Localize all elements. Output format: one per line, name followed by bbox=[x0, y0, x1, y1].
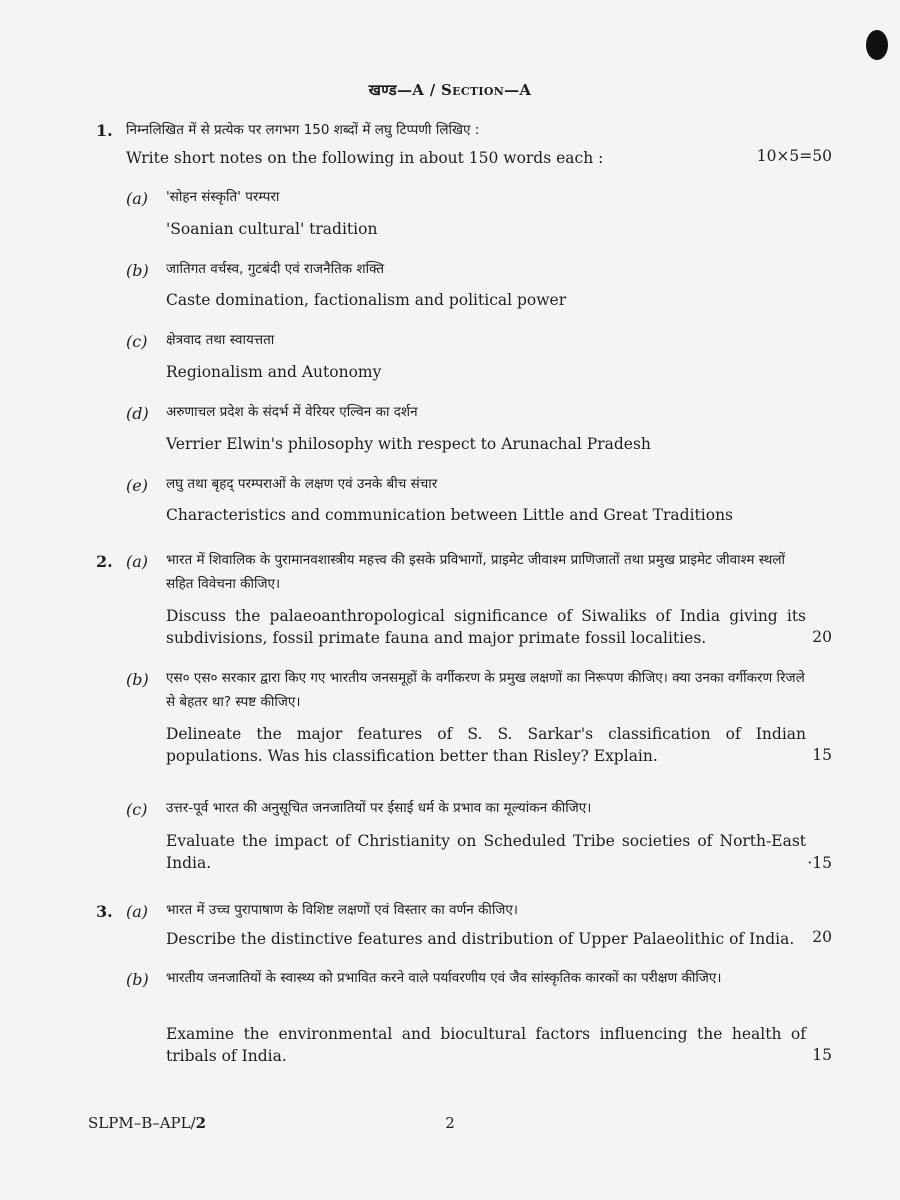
punch-hole-mark bbox=[866, 30, 888, 60]
q1-item-b-label: (b) bbox=[126, 261, 149, 280]
q2-item-c-hindi: उत्तर-पूर्व भारत की अनुसूचित जनजातियों पर ईसाई धर्म के प्रभाव का मूल्यांकन कीजिए। bbox=[166, 800, 592, 816]
q1-item-b-english: Caste domination, factionalism and political power bbox=[166, 291, 567, 309]
paper-code-prefix: SLPM–B–APL/ bbox=[88, 1114, 196, 1132]
q3-item-a-label: (a) bbox=[126, 902, 149, 921]
question-1-instruction-english: Write short notes on the following in about 150 words each : bbox=[126, 149, 604, 167]
q1-item-e-label: (e) bbox=[126, 476, 148, 495]
q1-item-c-hindi: क्षेत्रवाद तथा स्वायत्तता bbox=[166, 332, 275, 348]
q1-item-e-english: Characteristics and communication between Little and Great Traditions bbox=[166, 506, 734, 524]
q2-item-b-hindi: एस० एस० सरकार द्वारा किए गए भारतीय जनसमूहों के वर्गीकरण के प्रमुख लक्षणों का निरूपण कीजिए। क्या उनका वर्गीकरण रिजले से बेहतर था? स्पष्ट कीजिए। bbox=[166, 670, 805, 710]
q2-item-a-english: Discuss the palaeoanthropological significance of Siwaliks of India giving its subdivisions, fossil primate fauna and major primate fossil localities. bbox=[166, 607, 806, 647]
page-number: 2 bbox=[445, 1114, 455, 1132]
q1-item-e-hindi: लघु तथा बृहद् परम्पराओं के लक्षण एवं उनके बीच संचार bbox=[166, 476, 438, 492]
q3-item-b-english: Examine the environmental and biocultural factors influencing the health of tribals of India. bbox=[166, 1025, 806, 1065]
q1-item-c-english: Regionalism and Autonomy bbox=[166, 363, 382, 381]
q3-item-a-marks: 20 bbox=[812, 928, 832, 946]
q1-item-d-english: Verrier Elwin's philosophy with respect to Arunachal Pradesh bbox=[166, 435, 651, 453]
question-1-instruction-hindi: निम्नलिखित में से प्रत्येक पर लगभग 150 शब्दों में लघु टिप्पणी लिखिए : bbox=[126, 122, 480, 138]
section-heading bbox=[0, 80, 900, 100]
section-heading-english: Section—A bbox=[441, 81, 532, 99]
q1-item-d-hindi: अरुणाचल प्रदेश के संदर्भ में वेरियर एल्विन का दर्शन bbox=[166, 404, 418, 420]
q1-item-a-label: (a) bbox=[126, 189, 149, 208]
q3-item-a-hindi: भारत में उच्च पुरापाषाण के विशिष्ट लक्षणों एवं विस्तार का वर्णन कीजिए। bbox=[166, 902, 518, 918]
q1-item-d-label: (d) bbox=[126, 404, 149, 423]
q2-item-b-marks: 15 bbox=[812, 746, 832, 764]
q2-item-a-hindi: भारत में शिवालिक के पुरामानवशास्त्रीय महत्त्व की इसके प्रविभागों, प्राइमेट जीवाश्म प्राणिजातों तथा प्रमुख प्राइमेट जीवाश्म स्थलों सहित विवेचना कीजिए। bbox=[166, 552, 785, 592]
section-heading-hindi: खण्ड—A bbox=[368, 81, 425, 99]
q2-item-c-label: (c) bbox=[126, 800, 148, 819]
question-1-marks: 10×5=50 bbox=[756, 147, 832, 165]
q3-item-b-label: (b) bbox=[126, 970, 149, 989]
q3-item-b-hindi: भारतीय जनजातियों के स्वास्थ्य को प्रभावित करने वाले पर्यावरणीय एवं जैव सांस्कृतिक कारकों का परीक्षण कीजिए। bbox=[166, 970, 722, 986]
q1-item-c-label: (c) bbox=[126, 332, 148, 351]
q3-item-a-english: Describe the distinctive features and distribution of Upper Palaeolithic of India. bbox=[166, 930, 795, 948]
q2-item-c-marks: ·15 bbox=[807, 854, 832, 872]
q1-item-b-hindi: जातिगत वर्चस्व, गुटबंदी एवं राजनैतिक शक्ति bbox=[166, 261, 385, 277]
q2-item-b-english: Delineate the major features of S. S. Sarkar's classification of Indian populations. Was his classification better than Risley? Explain. bbox=[166, 725, 806, 765]
question-3-number: 3. bbox=[96, 902, 113, 921]
q1-item-a-english: 'Soanian cultural' tradition bbox=[166, 220, 378, 238]
question-1-number: 1. bbox=[96, 121, 113, 140]
q2-item-a-label: (a) bbox=[126, 552, 149, 571]
paper-code-suffix: 2 bbox=[195, 1114, 207, 1132]
q2-item-a-marks: 20 bbox=[812, 628, 832, 646]
q2-item-b-label: (b) bbox=[126, 670, 149, 689]
q3-item-b-marks: 15 bbox=[812, 1046, 832, 1064]
section-heading-separator: / bbox=[424, 81, 442, 99]
question-2-number: 2. bbox=[96, 552, 113, 571]
q2-item-c-english: Evaluate the impact of Christianity on Scheduled Tribe societies of North-East India. bbox=[166, 832, 806, 872]
q1-item-a-hindi: 'सोहन संस्कृति' परम्परा bbox=[166, 189, 280, 205]
